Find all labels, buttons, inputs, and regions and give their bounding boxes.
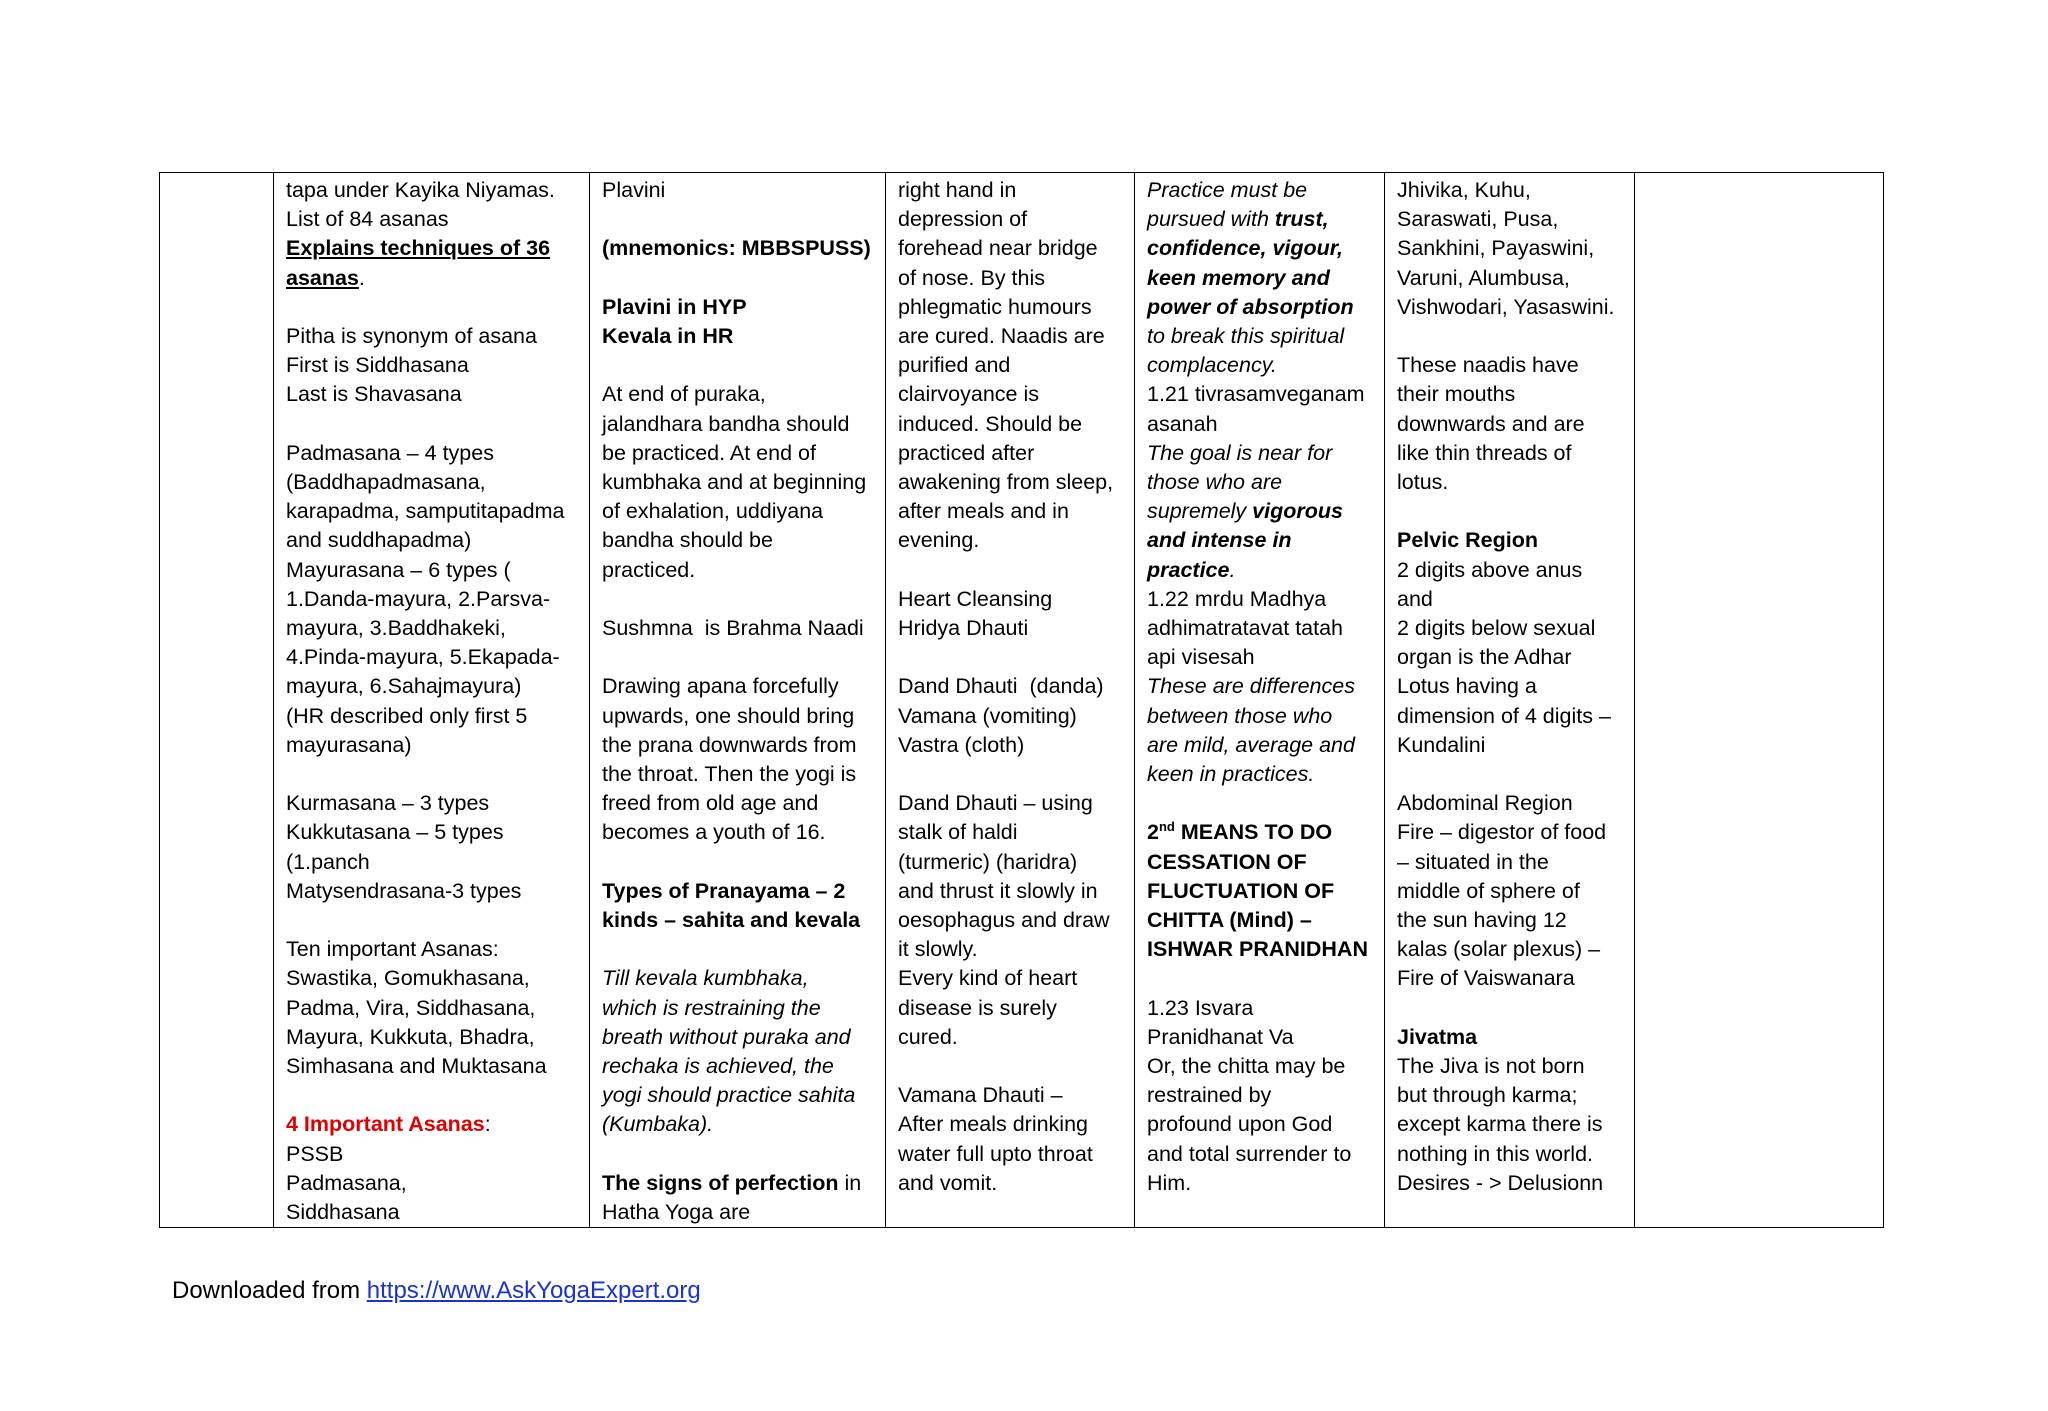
download-footer <box>172 1277 701 1305</box>
text-line: Pitha is synonym of asana <box>286 324 537 348</box>
text-line: Sankhini, Payaswini, <box>1397 236 1595 261</box>
table-row <box>160 173 1884 1228</box>
text-line: Drawing apana forcefully <box>602 674 839 699</box>
text-line: Desires - > Delusionn <box>1397 1170 1604 1195</box>
empty-cell-left <box>160 173 274 1228</box>
naadis-cell <box>1385 173 1635 1228</box>
punctuation: : <box>484 1112 491 1137</box>
text-line: the throat. Then the yogi is <box>602 761 857 786</box>
text-line: which is restraining the <box>602 995 821 1020</box>
notes-table <box>159 172 1884 1228</box>
text-run: in <box>838 1170 862 1195</box>
text-line: the sun having 12 <box>1397 908 1567 933</box>
pranayama-cell <box>590 173 886 1228</box>
text-line: Dand Dhauti (danda) <box>898 674 1104 699</box>
bold-underline-text: asanas <box>286 265 359 290</box>
text-line: and <box>1397 586 1433 611</box>
text-line: Abdominal Region <box>1397 791 1573 816</box>
text-line: Padma, Vira, Siddhasana, <box>286 995 536 1020</box>
text-line: kinds – sahita and kevala <box>602 907 861 932</box>
text-line: organ is the Adhar <box>1397 645 1572 670</box>
text-run: pursued with <box>1147 207 1275 232</box>
text-line: freed from old age and <box>602 791 819 816</box>
text-line: like thin threads of <box>1397 440 1572 465</box>
bold-text: vigorous <box>1252 499 1343 524</box>
text-line: (HR described only first 5 <box>286 703 528 728</box>
text-line: those who are <box>1147 470 1283 495</box>
text-line: Or, the chitta may be <box>1147 1054 1346 1079</box>
blank-line <box>898 556 1124 585</box>
text-line: depression of <box>898 207 1028 232</box>
text-line: kalas (solar plexus) – <box>1397 937 1601 962</box>
section-heading <box>1147 818 1374 847</box>
text-line: forehead near bridge <box>898 236 1098 261</box>
text-line: profound upon God <box>1147 1112 1333 1137</box>
text-line: practiced. <box>602 557 696 582</box>
text-line: downwards and are <box>1397 411 1585 436</box>
text-line: (Baddhapadmasana, <box>286 470 486 494</box>
text-line: becomes a youth of 16. <box>602 820 826 845</box>
text-line: be practiced. At end of <box>602 440 816 465</box>
bold-text: trust, <box>1274 207 1329 232</box>
text-line: Fire of Vaiswanara <box>1397 966 1575 991</box>
text-line: (turmeric) (haridra) <box>898 849 1078 874</box>
blank-line <box>602 1140 875 1169</box>
text-line: Fire – digestor of food <box>1397 820 1607 845</box>
text-line: 1.Danda-mayura, 2.Parsva- <box>286 586 551 611</box>
text-line: mayura, 3.Baddhakeki, <box>286 616 506 641</box>
text-line: Vishwodari, Yasaswini. <box>1397 294 1615 319</box>
text-line: Lotus having a <box>1397 674 1537 699</box>
text-line <box>1147 497 1374 526</box>
text-line: (mnemonics: MBBSPUSS) <box>602 236 871 261</box>
text-line: Plavini <box>602 178 666 202</box>
text-line: (Kumbaka). <box>602 1112 714 1137</box>
text-line: After meals drinking <box>898 1112 1088 1137</box>
text-line: – situated in the <box>1397 849 1549 874</box>
text-line: but through karma; <box>1397 1083 1578 1108</box>
footer-prefix: Downloaded from <box>172 1277 367 1304</box>
source-link[interactable]: https://www.AskYogaExpert.org <box>366 1277 701 1304</box>
text-line: Varuni, Alumbusa, <box>1397 265 1570 290</box>
text-line: adhimatratavat tatah <box>1147 616 1344 641</box>
text-line: api visesah <box>1147 645 1255 670</box>
text-line: of nose. By this <box>898 265 1045 290</box>
text-line: 2 digits above anus <box>1397 557 1583 582</box>
text-line: are mild, average and <box>1147 732 1355 757</box>
blank-line <box>898 643 1124 672</box>
text-line: keen memory and <box>1147 265 1330 290</box>
text-line: keen in practices. <box>1147 762 1315 787</box>
text-line: middle of sphere of <box>1397 878 1580 903</box>
blank-line <box>602 643 875 672</box>
empty-cell-right <box>1635 173 1884 1228</box>
text-line: tapa under Kayika Niyamas. <box>286 178 555 202</box>
text-line: Plavini in HYP <box>602 294 747 319</box>
punctuation: . <box>358 265 365 290</box>
text-line: are cured. Naadis are <box>898 324 1105 349</box>
text-line: Kundalini <box>1397 732 1486 757</box>
text-line: purified and <box>898 353 1011 378</box>
text-line: rechaka is achieved, the <box>602 1053 834 1078</box>
text-line: Vastra (cloth) <box>898 732 1025 757</box>
text-line: Pranidhanat Va <box>1147 1024 1294 1049</box>
text-line: 1.21 tivrasamveganam <box>1147 382 1365 407</box>
text-line: induced. Should be <box>898 411 1083 436</box>
text-line: Saraswati, Pusa, <box>1397 207 1559 232</box>
text-line: awakening from sleep, <box>898 470 1114 495</box>
text-line: breath without puraka and <box>602 1024 851 1049</box>
text-line: At end of puraka, <box>602 382 766 407</box>
bold-text: practice <box>1147 557 1230 582</box>
text-run: supremely <box>1147 499 1253 524</box>
text-line: complacency. <box>1147 353 1277 378</box>
text-line <box>1147 205 1374 234</box>
text-line: Explains techniques of 36 <box>286 236 551 261</box>
blank-line <box>1397 322 1624 351</box>
text-line: These are differences <box>1147 674 1355 699</box>
text-line: cured. <box>898 1024 958 1049</box>
text-line <box>286 264 579 293</box>
text-line: phlegmatic humours <box>898 294 1092 319</box>
yoga-sutra-cell <box>1135 173 1385 1228</box>
text-line: 1.23 Isvara <box>1147 995 1254 1020</box>
text-line: Matysendrasana-3 types <box>286 878 522 903</box>
text-line: Dand Dhauti – using <box>898 791 1093 816</box>
text-line: practiced after <box>898 440 1035 465</box>
text-line: and thrust it slowly in <box>898 878 1098 903</box>
section-heading: CHITTA (Mind) – <box>1147 908 1312 933</box>
text-line: and suddhapadma) <box>286 528 472 553</box>
asanas-cell <box>274 173 590 1228</box>
red-heading: 4 Important Asanas <box>286 1112 485 1137</box>
text-line: and total surrender to <box>1147 1141 1352 1166</box>
blank-line <box>286 760 579 789</box>
section-heading: Jivatma <box>1397 1024 1478 1049</box>
bold-text: The signs of perfection <box>602 1170 839 1195</box>
blank-line <box>1397 994 1624 1023</box>
text-line: power of absorption <box>1147 294 1354 319</box>
text-line: after meals and in <box>898 499 1069 524</box>
text-line: Swastika, Gomukhasana, <box>286 966 530 991</box>
text-line: Jhivika, Kuhu, <box>1397 178 1531 202</box>
text-line: stalk of haldi <box>898 820 1018 845</box>
text-line: confidence, vigour, <box>1147 236 1343 261</box>
text-line: evening. <box>898 528 980 553</box>
punctuation: . <box>1229 557 1236 582</box>
blank-line <box>286 293 579 322</box>
ordinal-suffix: nd <box>1158 819 1175 835</box>
text-line: First is Siddhasana <box>286 353 469 378</box>
text-line: jalandhara bandha should <box>602 411 850 436</box>
blank-line <box>602 848 875 877</box>
text-line: Kevala in HR <box>602 323 734 348</box>
section-heading: ISHWAR PRANIDHAN <box>1147 937 1368 962</box>
text-line: clairvoyance is <box>898 382 1039 407</box>
text-line: water full upto throat <box>898 1141 1093 1166</box>
text-line: of exhalation, uddiyana <box>602 499 824 524</box>
text-line: Hatha Yoga are <box>602 1199 751 1224</box>
text-line: Sushmna is Brahma Naadi <box>602 615 864 640</box>
text-line: karapadma, samputitapadma <box>286 499 565 524</box>
text-line: lotus. <box>1397 470 1449 495</box>
text-line: disease is surely <box>898 995 1057 1020</box>
text-line: and vomit. <box>898 1170 998 1195</box>
blank-line <box>1147 964 1374 993</box>
heading-text: MEANS TO DO <box>1174 820 1333 845</box>
text-line: and intense in <box>1147 528 1292 553</box>
text-line: Padmasana – 4 types <box>286 440 494 465</box>
text-line: upwards, one should bring <box>602 703 855 728</box>
text-line: Mayurasana – 6 types ( <box>286 557 511 582</box>
text-line: PSSB <box>286 1141 344 1166</box>
text-line: nothing in this world. <box>1397 1141 1593 1166</box>
blank-line <box>602 935 875 964</box>
text-line: Every kind of heart <box>898 966 1078 991</box>
text-line: to break this spiritual <box>1147 324 1345 349</box>
text-line: the prana downwards from <box>602 732 857 757</box>
text-line: asanah <box>1147 411 1218 436</box>
blank-line <box>286 906 579 935</box>
text-line: Till kevala kumbhaka, <box>602 966 809 991</box>
blank-line <box>898 1052 1124 1081</box>
text-line: These naadis have <box>1397 353 1579 378</box>
blank-line <box>1147 789 1374 818</box>
text-line <box>286 1110 579 1139</box>
text-line: kumbhaka and at beginning <box>602 469 867 494</box>
blank-line <box>1397 497 1624 526</box>
text-line: Vamana (vomiting) <box>898 703 1077 728</box>
text-line: mayurasana) <box>286 732 412 757</box>
text-line: it slowly. <box>898 937 978 962</box>
text-line <box>602 1169 875 1198</box>
heading-number: 2 <box>1147 820 1159 845</box>
text-line: List of 84 asanas <box>286 207 449 232</box>
text-line: Ten important Asanas: <box>286 937 499 962</box>
text-line: Hridya Dhauti <box>898 616 1029 641</box>
text-line: Simhasana and Muktasana <box>286 1054 547 1079</box>
text-line: Last is Shavasana <box>286 382 462 407</box>
blank-line <box>602 264 875 293</box>
section-heading: FLUCTUATION OF <box>1147 878 1335 903</box>
text-line: Heart Cleansing <box>898 586 1053 611</box>
section-heading: Pelvic Region <box>1397 528 1538 553</box>
text-line: right hand in <box>898 178 1017 202</box>
text-line: Siddhasana <box>286 1200 400 1225</box>
text-line: Mayura, Kukkuta, Bhadra, <box>286 1024 535 1049</box>
blank-line <box>602 351 875 380</box>
text-line: between those who <box>1147 703 1333 728</box>
text-line: bandha should be <box>602 528 773 553</box>
text-line <box>1147 556 1374 585</box>
text-line: Practice must be <box>1147 178 1308 202</box>
text-line: 1.22 mrdu Madhya <box>1147 586 1327 611</box>
text-line: The Jiva is not born <box>1397 1054 1585 1079</box>
dhauti-cell <box>886 173 1135 1228</box>
blank-line <box>286 410 579 439</box>
blank-line <box>602 205 875 234</box>
section-heading: CESSATION OF <box>1147 849 1307 874</box>
blank-line <box>898 760 1124 789</box>
text-line: Kukkutasana – 5 types <box>286 820 504 845</box>
text-line: (1.panch <box>286 849 370 874</box>
blank-line <box>602 585 875 614</box>
text-line: Vamana Dhauti – <box>898 1083 1063 1108</box>
text-line: Kurmasana – 3 types <box>286 791 490 816</box>
text-line: dimension of 4 digits – <box>1397 703 1611 728</box>
text-line: their mouths <box>1397 382 1516 407</box>
text-line: restrained by <box>1147 1083 1272 1108</box>
text-line: The goal is near for <box>1147 440 1333 465</box>
text-line: Types of Pranayama – 2 <box>602 878 846 903</box>
text-line: 4.Pinda-mayura, 5.Ekapada- <box>286 645 560 670</box>
text-line: yogi should practice sahita <box>602 1083 856 1108</box>
blank-line <box>1397 760 1624 789</box>
text-line: Padmasana, <box>286 1170 407 1195</box>
text-line: oesophagus and draw <box>898 908 1110 933</box>
blank-line <box>286 1081 579 1110</box>
text-line: 2 digits below sexual <box>1397 616 1596 641</box>
text-line: mayura, 6.Sahajmayura) <box>286 674 522 699</box>
text-line: except karma there is <box>1397 1112 1603 1137</box>
text-line: Him. <box>1147 1170 1192 1195</box>
